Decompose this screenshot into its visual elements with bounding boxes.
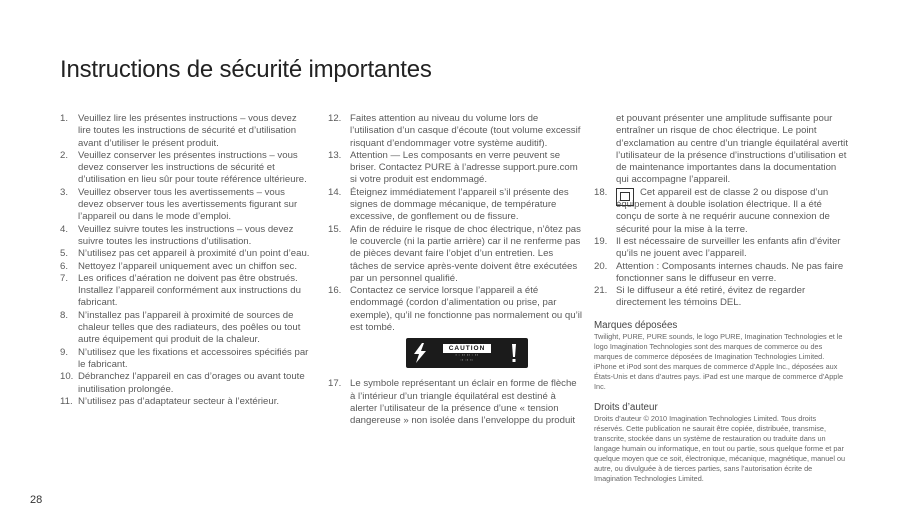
lightning-bolt-icon <box>411 342 429 364</box>
item-text: Veuillez lire les présentes instructions – vous devez lire toutes les instructions de sécurité et d’utilisation avant d’utiliser le présent produit. <box>78 113 297 149</box>
caution-plate <box>406 338 528 368</box>
item-text: N’utilisez que les fixations et accessoires spécifiés par le fabricant. <box>78 346 309 370</box>
item-text: N’installez pas l’appareil à proximité de sources de chaleur telles que des radiateurs, des poêles ou tout autre équipement qui produit de la chaleur. <box>78 309 301 346</box>
item-text: Faites attention au niveau du volume lors de l’utilisation d’un casque d’écoute (tout volume excessif risquant d’endommager votre système auditif). <box>350 113 581 149</box>
item-number: 3. <box>60 186 69 198</box>
item-number: 8. <box>60 309 69 321</box>
copyright-paragraph: Droits d’auteur © 2010 Imagination Technologies Limited. Tous droits réservés. Cette publication ne saurait être copiée, distribuée, transmise, transcrite, stockée dans un système de restauration ou traduite dans un langage humain ou informatique, en tout ou partie, sous quelque forme et par quelque moyen que ce soit, électronique, mécanique, magnétique, manuel ou autre, ou divulguée à de tierces parties, sans l’autorisation écrite de Imagination Technologies Limited. <box>594 413 846 483</box>
item-text: Attention : Composants internes chauds. Ne pas faire fonctionner sans le diffuseur en verre. <box>616 260 844 284</box>
item-number: 12. <box>328 113 342 124</box>
item-text: Afin de réduire le risque de choc électrique, n’ôtez pas le couvercle (ni la partie arrière) car il ne renferme pas de pièces devant faire l’objet d’un entretien. Les tâches de service après-vente doivent être exécutées par un personnel qualifié. <box>350 223 581 284</box>
trademarks-heading: Marques déposées <box>594 319 678 331</box>
list-item <box>328 378 582 427</box>
instructions-column-3 <box>594 113 848 484</box>
item-text: Éteignez immédiatement l’appareil s’il présente des signes de dommage mécanique, de température excessive, de gonflement ou de fissure. <box>350 186 569 223</box>
trademarks-paragraph-2: iPhone et iPod sont des marques de commerce d’Apple Inc., déposées aux États-Unis et dans d’autres pays. iPad est une marque de commerce d’Apple Inc. <box>594 361 844 391</box>
instructions-list-1 <box>60 113 310 408</box>
item-number: 14. <box>328 186 342 198</box>
item-number: 2. <box>60 149 69 161</box>
item-text: Cet appareil est de classe 2 ou dispose d’un équipement à double isolation électrique. Il a été conçu de sorte à ne requérir aucune connexion de sécurité pour la mise à la terre. <box>616 186 830 235</box>
list-item <box>328 285 582 334</box>
instructions-column-2 <box>328 113 582 428</box>
list-item <box>60 113 310 150</box>
list-item-18 <box>594 187 848 236</box>
item-text: Nettoyez l’appareil uniquement avec un chiffon sec. <box>78 260 298 272</box>
caution-fine-print-1: ▪ ▫ ▪▪ ▪▪ ▫ ▪▪ <box>455 352 479 357</box>
item-text: Attention — Les composants en verre peuvent se briser. Contactez PURE à l’adresse support.pure.com si votre produit est endommagé. <box>350 149 578 186</box>
trademarks-paragraph-1: Twilight, PURE, PURE sounds, le logo PURE, Imagination Technologies et le logo Imagination Technologies sont des marques de commerce ou des marques de commerce déposées de Imagination Technologies Limited. <box>594 331 843 361</box>
item-text: Contactez ce service lorsque l’appareil a été endommagé (cordon d’alimentation ou prise, par exemple), qu’il ne fonctionne pas normalement ou qu’il est tombé. <box>350 285 582 334</box>
item-number: 13. <box>328 149 342 161</box>
item-number: 11. <box>60 395 73 407</box>
item-text: Veuillez suivre toutes les instructions – vous devez suivre toutes les instructions d’utilisation. <box>78 223 294 247</box>
item-number: 20. <box>594 260 608 272</box>
item-number: 16. <box>328 285 342 297</box>
list-item <box>594 285 848 310</box>
list-item <box>60 310 310 347</box>
item-number: 4. <box>60 223 69 235</box>
item-number: 1. <box>60 113 69 124</box>
item-text: Le symbole représentant un éclair en forme de flèche à l’intérieur d’un triangle équilatéral est destiné à alerter l’utilisateur de la présence d’une « tension dangereuse » non isolée dans l’enveloppe du produit <box>350 378 577 427</box>
item-text: N’utilisez pas d’adaptateur secteur à l’extérieur. <box>78 395 280 407</box>
item-number: 7. <box>60 272 69 284</box>
item-number: 10. <box>60 371 74 383</box>
item-number: 6. <box>60 260 69 272</box>
caution-fine-print-2: ▫▪ ▫▪ ▪▫ <box>460 357 474 362</box>
list-item <box>60 150 310 187</box>
list-item <box>328 150 582 187</box>
item-number: 17. <box>328 378 342 390</box>
double-insulation-icon <box>616 188 634 206</box>
exclamation-icon <box>505 342 523 364</box>
list-item <box>594 236 848 261</box>
list-item <box>60 187 310 224</box>
list-item <box>328 224 582 285</box>
caution-word: CAUTION <box>443 344 492 353</box>
item-text: Débranchez l’appareil en cas d’orages ou avant toute inutilisation prolongée. <box>78 371 305 395</box>
list-item <box>60 396 310 408</box>
list-item <box>60 224 310 249</box>
item-text: Veuillez observer tous les avertissements – vous devez observer tous les avertissements figurant sur l’appareil ou dans le mode d’emploi. <box>78 186 298 223</box>
item-text: Les orifices d’aération ne doivent pas être obstrués. Installez l’appareil conformément aux instructions du fabricant. <box>78 272 301 309</box>
item-number: 21. <box>594 285 608 297</box>
instructions-list-3 <box>594 236 848 310</box>
item-17-continuation: et pouvant présenter une amplitude suffisante pour entraîner un risque de choc électrique. Le point d’exclamation au centre d’un triangle équilatéral avertit l’utilisateur de la présence d’instructions d’utilisation et de maintenance importantes dans la documentation qui accompagne l’appareil. <box>616 113 848 186</box>
list-item <box>60 248 310 260</box>
item-text: Il est nécessaire de surveiller les enfants afin d’éviter qu’ils ne jouent avec l’appareil. <box>616 235 841 260</box>
list-item <box>60 273 310 310</box>
page-number: 28 <box>30 494 43 506</box>
list-item <box>60 347 310 372</box>
item-text: Veuillez conserver les présentes instructions – vous devez conserver les instructions de sécurité et d’utilisation en lieu sûr pour toute référence ultérieure. <box>78 149 307 186</box>
list-item <box>328 187 582 224</box>
item-number: 19. <box>594 235 608 247</box>
list-item <box>594 261 848 286</box>
item-text: Si le diffuseur a été retiré, évitez de regarder directement les témoins DEL. <box>616 285 806 309</box>
caution-label-graphic <box>406 338 582 368</box>
instructions-list-2b <box>328 378 582 427</box>
list-item <box>60 261 310 273</box>
item-number: 5. <box>60 248 69 260</box>
page-title: Instructions de sécurité importantes <box>60 56 432 83</box>
list-item <box>328 113 582 150</box>
copyright-heading: Droits d’auteur <box>594 401 658 413</box>
instructions-list-2 <box>328 113 582 334</box>
item-number: 9. <box>60 346 69 358</box>
list-item <box>60 371 310 396</box>
instructions-column-1 <box>60 113 310 408</box>
item-number: 15. <box>328 223 342 235</box>
item-text: N’utilisez pas cet appareil à proximité d’un point d’eau. <box>78 248 310 260</box>
item-number: 18. <box>594 186 608 198</box>
caution-text-block <box>443 344 492 363</box>
